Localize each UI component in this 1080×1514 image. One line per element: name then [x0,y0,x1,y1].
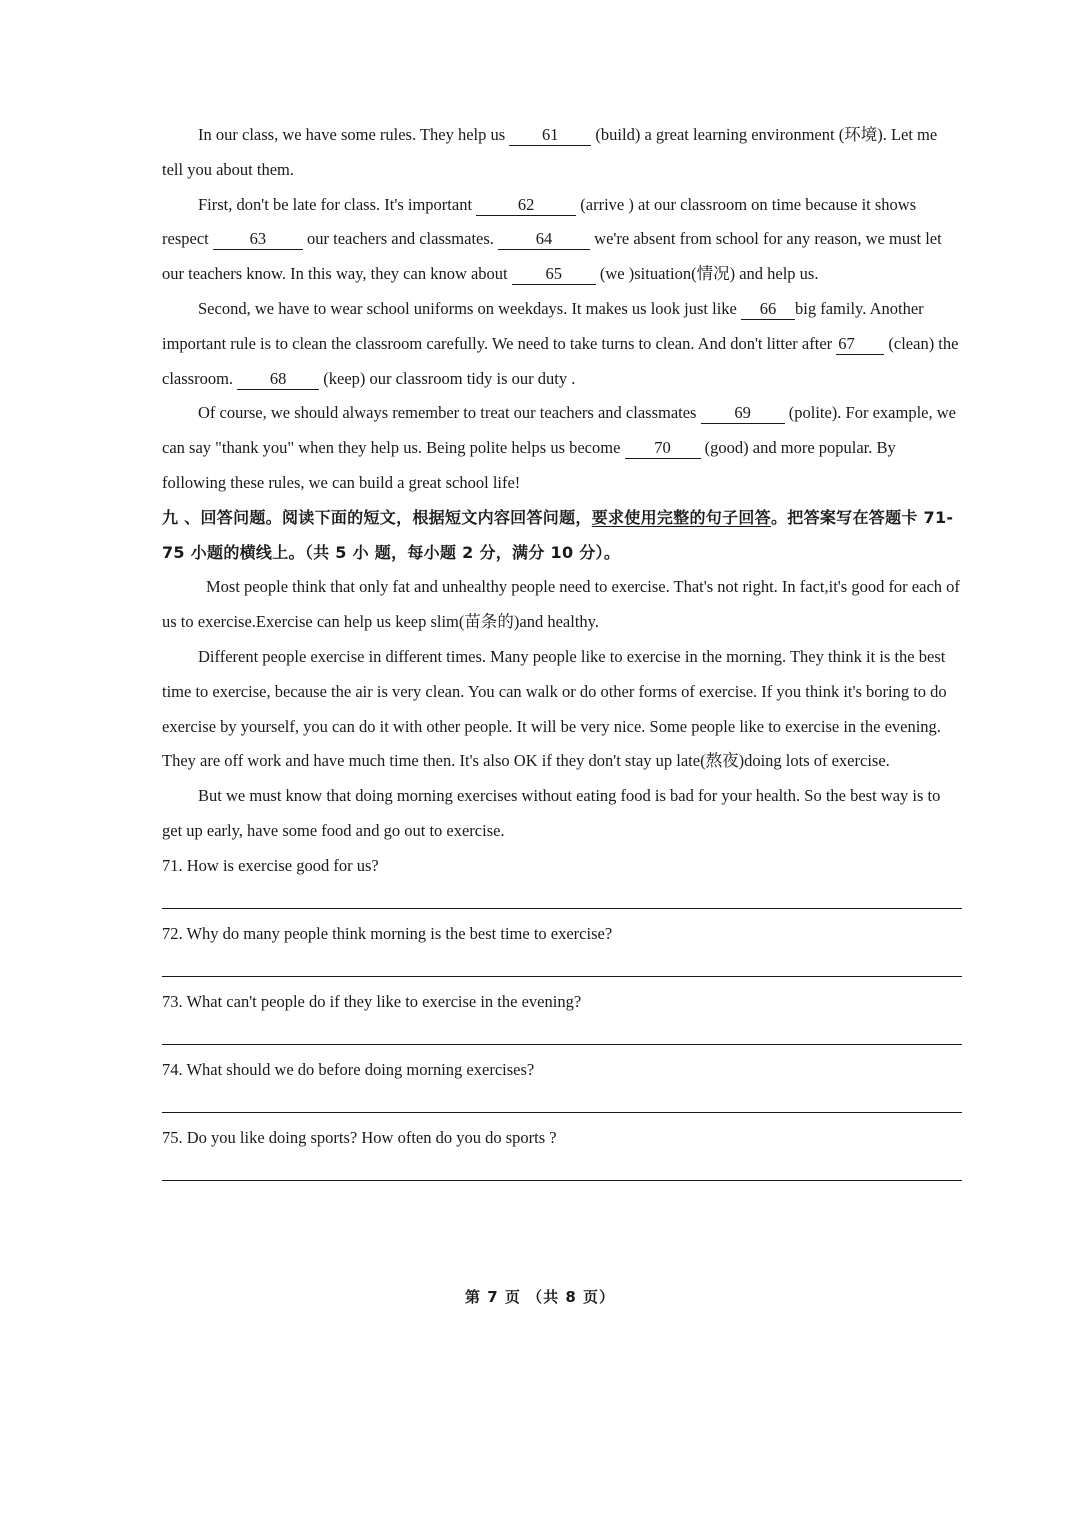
cloze-paragraph-1 [162,118,962,188]
page-content [162,118,962,1189]
blank-63: 63 [213,229,303,250]
passage-paragraph-2: Different people exercise in different times. Many people like to exercise in the morning. They think it is the best time to exercise, because the air is very clean. You can walk or do other forms of exercise. If you think it's boring to do exercise by yourself, you can do it with other people. It will be very nice. Some people like to exercise in the evening. They are off work and have much time then. It's also OK if they don't stay up late(熬夜)doing lots of exercise. [162,646,947,771]
blank-69: 69 [701,403,785,424]
answer-line-71[interactable] [162,884,962,917]
section-9-heading [162,501,962,571]
cloze-text: we're absent from school for any reason, we must let our teachers know. In this way, they can know about [162,229,942,284]
heading-text: 九 、回答问题。阅读下面的短文，根据短文内容回答问题， [162,507,592,527]
question-list [162,849,962,1189]
cloze-text: Second, we have to wear school uniforms on weekdays. It makes us look just like [198,298,742,318]
question-75: 75. Do you like doing sports? How often do you do sports ? [162,1127,557,1147]
blank-61: 61 [509,125,591,146]
cloze-text: (we )situation(情况) and help us. [595,264,819,284]
blank-62: 62 [476,195,576,216]
cloze-text: First, don't be late for class. It's important [198,194,477,214]
blank-65: 65 [512,264,596,285]
answer-rule [162,976,962,977]
blank-66: 66 [741,299,795,320]
passage-paragraph-3: But we must know that doing morning exercises without eating food is bad for your health. So the best way is to get up early, have some food and go out to exercise. [162,786,941,840]
cloze-text: (build) a great learning environment (环境). Let me tell you about them. [162,125,938,179]
cloze-paragraph-3 [162,292,962,396]
cloze-paragraph-4 [162,396,962,500]
cloze-text: (polite). For example, we can say "thank you" when they help us. Being polite helps us become [162,403,956,458]
question-72: 72. Why do many people think morning is the best time to exercise? [162,923,613,943]
question-71: 71. How is exercise good for us? [162,855,379,875]
cloze-text: (arrive ) at our classroom on time because it shows respect [162,194,917,249]
blank-68: 68 [237,369,319,390]
answer-rule [162,908,962,909]
question-73: 73. What can't people do if they like to exercise in the evening? [162,991,582,1011]
answer-rule [162,1044,962,1045]
heading-text: 。把答案写在答题卡 71-75 小题的横线上。（共 5 小 题，每小题 2 分，满分 10 分）。 [162,507,954,562]
passage-paragraph-1: Most people think that only fat and unhealthy people need to exercise. That's not right. In fact,it's good for each of us to exercise.Exercise can help us keep slim(苗条的)and healthy. [162,577,960,632]
cloze-text: our teachers and classmates. [302,229,499,249]
answer-line-75[interactable] [162,1155,962,1188]
cloze-text: In our class, we have some rules. They help us [198,125,510,144]
cloze-text: (keep) our classroom tidy is our duty . [319,368,576,388]
blank-64: 64 [498,229,590,250]
answer-line-72[interactable] [162,952,962,985]
question-74: 74. What should we do before doing morning exercises? [162,1059,535,1079]
page-footer: 第 7 页 （共 8 页） [465,1288,615,1306]
cloze-paragraph-2 [162,188,962,292]
answer-rule [162,1180,962,1181]
answer-rule [162,1112,962,1113]
cloze-text: (clean) the classroom. [162,333,959,388]
cloze-text: (good) and more popular. By following these rules, we can build a great school life! [162,438,896,492]
answer-line-74[interactable] [162,1087,962,1120]
heading-emphasis: 要求使用完整的句子回答 [591,507,771,527]
answer-line-73[interactable] [162,1020,962,1053]
blank-70: 70 [625,438,701,459]
cloze-text: big family. Another important rule is to clean the classroom carefully. We need to take turns to clean. And don't litter after [162,298,924,353]
blank-67: 67 [836,334,884,355]
cloze-text: Of course, we should always remember to treat our teachers and classmates [198,403,701,423]
